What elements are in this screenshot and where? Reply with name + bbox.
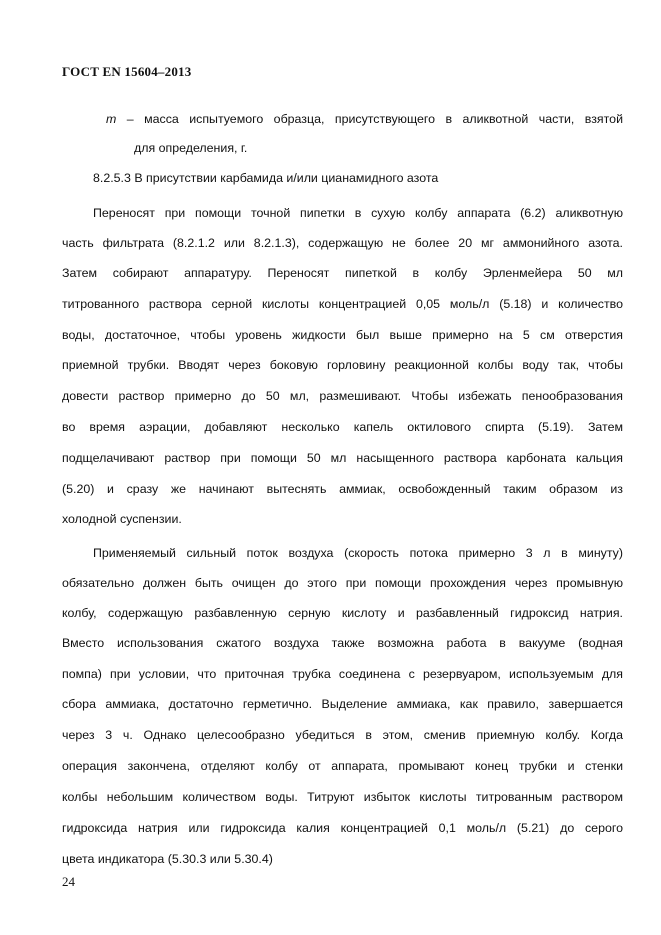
paragraph-1-line: Переносят при помощи точной пипетки в сухую колбу аппарата (6.2) аликвотную [93, 206, 623, 220]
paragraph-1-line: приемной трубки. Вводят через боковую горловину реакционной колбы воду так, чтобы [62, 358, 623, 372]
section-heading: 8.2.5.3 В присутствии карбамида и/или цианамидного азота [93, 171, 439, 185]
paragraph-2-line: колбы небольшим количеством воды. Титруют избыток кислоты титрованным раствором [62, 790, 623, 804]
paragraph-1-line: холодной суспензии. [62, 512, 182, 526]
definition-line-1 [106, 112, 623, 128]
paragraph-2-line: сбора аммиака, достаточно герметично. Выделение аммиака, как правило, завершается [62, 697, 623, 711]
paragraph-1-line: часть фильтрата (8.2.1.2 или 8.2.1.3), содержащую не более 20 мг аммонийного азота. [62, 236, 623, 250]
paragraph-1-line: Затем собирают аппаратуру. Переносят пипеткой в колбу Эрленмейера 50 мл [62, 266, 623, 280]
paragraph-1-line: во время аэрации, добавляют несколько капель октилового спирта (5.19). Затем [62, 420, 623, 434]
paragraph-1-line: (5.20) и сразу же начинают вытеснять аммиак, освобожденный таким образом из [62, 482, 623, 496]
paragraph-2-line: Вместо использования сжатого воздуха также возможна работа в вакууме (водная [62, 636, 623, 650]
paragraph-2-line: гидроксида натрия или гидроксида калия концентрацией 0,1 моль/л (5.21) до серого [62, 821, 623, 835]
definition-text: – масса испытуемого образца, присутствующего в аликвотной части, взятой [116, 112, 623, 126]
definition-symbol: m [106, 112, 117, 126]
paragraph-1-line: титрованного раствора серной кислоты концентрацией 0,05 моль/л (5.18) и количество [62, 297, 623, 311]
paragraph-2-line: обязательно должен быть очищен до этого при помощи прохождения через промывную [62, 576, 623, 590]
definition-line-2: для определения, г. [134, 141, 248, 155]
paragraph-1-line: воды, достаточное, чтобы уровень жидкости был выше примерно на 5 см отверстия [62, 328, 623, 342]
paragraph-1-line: довести раствор примерно до 50 мл, размешивают. Чтобы избежать пенообразования [62, 389, 623, 403]
paragraph-2-line: операция закончена, отделяют колбу от аппарата, промывают конец трубки и стенки [62, 759, 623, 773]
paragraph-2-line: цвета индикатора (5.30.3 или 5.30.4) [62, 852, 273, 866]
paragraph-2-line: через 3 ч. Однако целесообразно убедиться в этом, сменив приемную колбу. Когда [62, 728, 623, 742]
paragraph-1-line: подщелачивают раствор при помощи 50 мл насыщенного раствора карбоната кальция [62, 451, 623, 465]
paragraph-2-line: Применяемый сильный поток воздуха (скорость потока примерно 3 л в минуту) [93, 546, 623, 560]
document-header: ГОСТ EN 15604–2013 [62, 64, 192, 79]
page-number: 24 [62, 874, 75, 889]
paragraph-2-line: колбу, содержащую разбавленную серную кислоту и разбавленный гидроксид натрия. [62, 606, 623, 620]
paragraph-2-line: помпа) при условии, что приточная трубка соединена с резервуаром, используемым для [62, 667, 623, 681]
